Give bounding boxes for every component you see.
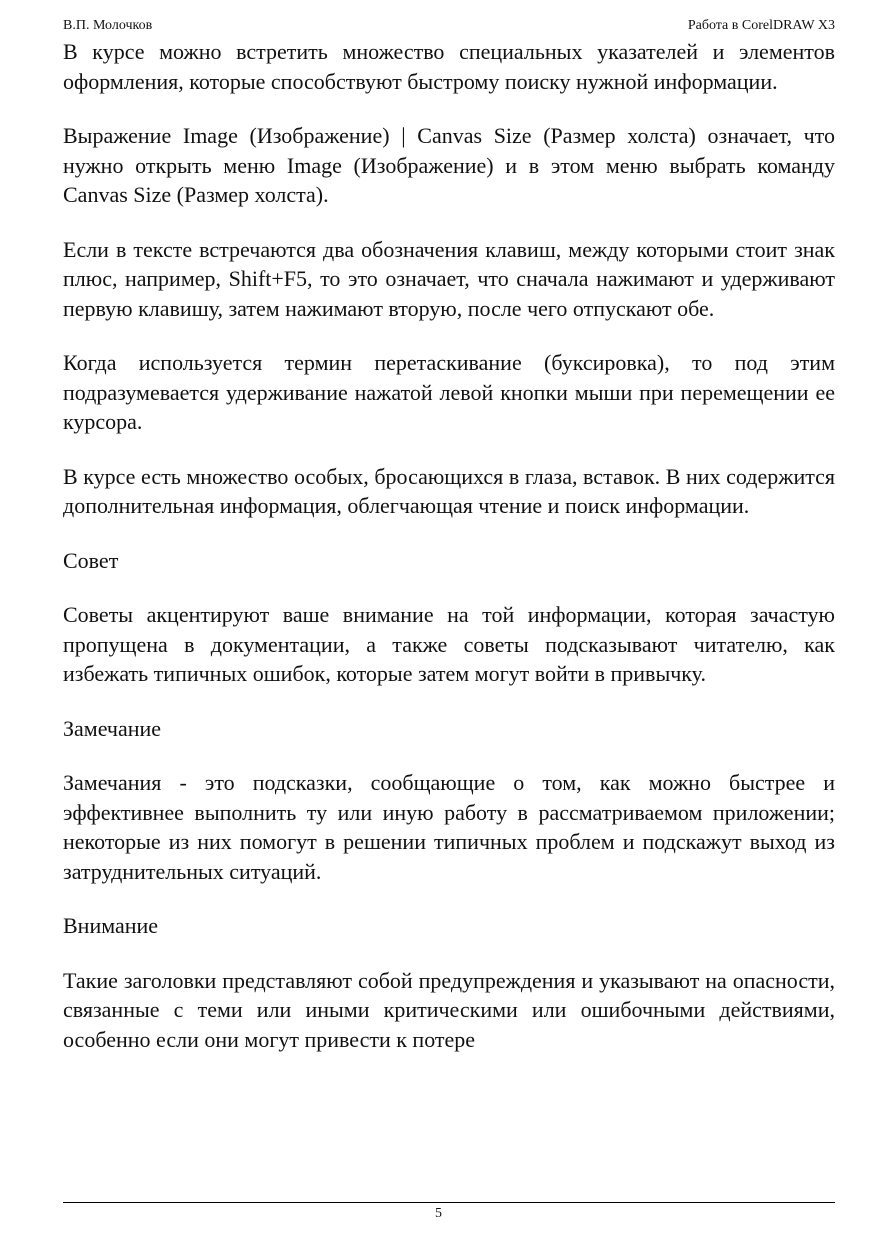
paragraph-key-combination: Если в тексте встречаются два обозначения клавиш, между которыми стоит знак плюс, например, Shift+F5, то это означает, что сначала нажимают и удерживают первую клавишу, затем нажимают вторую, после чего отпускают обе. <box>63 236 835 321</box>
heading-note: Замечание <box>63 715 162 741</box>
paragraph-warning: Такие заголовки представляют собой предупреждения и указывают на опасности, связанные с теми или иными критическими или ошибочными действиями, особенно если они могут привести к потере <box>63 967 835 1052</box>
heading-warning: Внимание <box>63 913 159 938</box>
header-author: В.П. Молочков <box>63 18 153 33</box>
paragraph-tip: Советы акцентируют ваше внимание на той информации, которая зачастую пропущена в документации, а также советы подсказывают читателю, как избежать типичных ошибок, которые затем могут войти в привычку. <box>63 602 835 686</box>
paragraph-menu-notation: Выражение Image (Изображение) | Canvas Size (Размер холста) означает, что нужно открыть меню Image (Изображение) и в этом меню выбрать команду Canvas Size (Размер холста). <box>63 123 835 207</box>
page-number: 5 <box>435 1206 442 1221</box>
paragraph-dragging: Когда используется термин перетаскивание (буксировка), то под этим подразумевается удерживание нажатой левой кнопки мыши при перемещении ее курсора. <box>63 350 835 434</box>
paragraph-intro: В курсе можно встретить множество специальных указателей и элементов оформления, которые способствуют быстрому поиску нужной информации. <box>63 39 835 94</box>
paragraph-note: Замечания - это подсказки, сообщающие о том, как можно быстрее и эффективнее выполнить ту или иную работу в рассматриваемом приложении; некоторые из них помогут в решении типичных проблем и подскажут выход из затруднительных ситуаций. <box>63 770 835 884</box>
page-header <box>63 17 835 34</box>
footer-divider <box>63 1202 835 1203</box>
page-content <box>63 37 835 1079</box>
header-title: Работа в CorelDRAW X3 <box>687 18 835 33</box>
paragraph-insets: В курсе есть множество особых, бросающихся в глаза, вставок. В них содержится дополнительная информация, облегчающая чтение и поиск информации. <box>63 463 835 518</box>
heading-tip: Совет <box>63 547 119 573</box>
